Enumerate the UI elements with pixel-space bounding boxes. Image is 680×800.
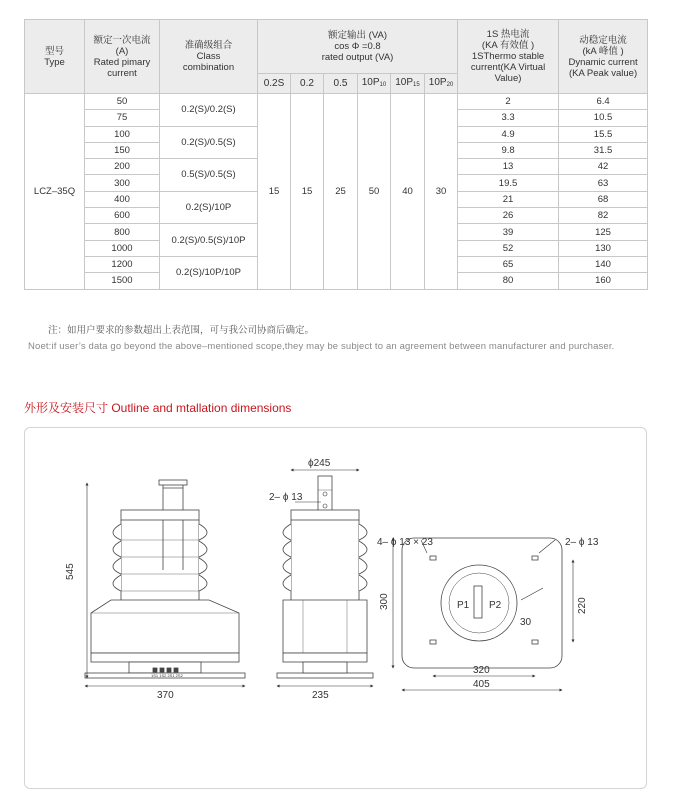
base-outer-width-label: 405 bbox=[473, 679, 490, 690]
spec-table bbox=[24, 19, 648, 290]
subheader-10p20: $10P_{20}$ bbox=[425, 74, 458, 94]
dynamic-cell: 68 bbox=[559, 191, 648, 207]
base-view bbox=[402, 538, 562, 668]
base-inner-width-label: 320 bbox=[473, 665, 490, 676]
thermo-cell: 21 bbox=[458, 191, 559, 207]
dimension-drawing bbox=[24, 427, 647, 789]
class-cell: 0.2(S)/10P/10P bbox=[160, 256, 258, 289]
thermo-cell: 80 bbox=[458, 273, 559, 289]
current-cell: 200 bbox=[85, 159, 160, 175]
output-cell: 25 bbox=[324, 94, 358, 290]
thermo-cell: 13 bbox=[458, 159, 559, 175]
front-width-label: 370 bbox=[157, 690, 174, 701]
terminal-labels: 1S1 1S2 2S1 2S2 bbox=[151, 673, 183, 678]
p1-label: P1 bbox=[457, 600, 470, 611]
dynamic-cell: 160 bbox=[559, 273, 648, 289]
side-view bbox=[277, 476, 373, 678]
thermo-cell: 4.9 bbox=[458, 126, 559, 142]
dynamic-cell: 10.5 bbox=[559, 110, 648, 126]
current-cell: 75 bbox=[85, 110, 160, 126]
current-cell: 150 bbox=[85, 142, 160, 158]
thermo-cell: 3.3 bbox=[458, 110, 559, 126]
thermo-cell: 39 bbox=[458, 224, 559, 240]
class-cell: 0.5(S)/0.5(S) bbox=[160, 159, 258, 192]
dynamic-cell: 6.4 bbox=[559, 94, 648, 110]
header-type: 型号 Type bbox=[25, 20, 85, 94]
subheader-0-2s: 0.2S bbox=[258, 74, 291, 94]
header-dynamic-current: 动稳定电流 (kA 峰值 ) Dynamic current (KA Peak value) bbox=[559, 20, 648, 94]
side-holes-label: 2– ϕ 13 bbox=[269, 492, 303, 503]
dynamic-cell: 31.5 bbox=[559, 142, 648, 158]
base-holes-label: 4– ϕ 13 × 23 bbox=[377, 537, 433, 548]
header-class-combination: 准确级组合 Class combination bbox=[160, 20, 258, 94]
output-cell: 40 bbox=[391, 94, 425, 290]
slot-label: 30 bbox=[520, 617, 532, 628]
dynamic-cell: 42 bbox=[559, 159, 648, 175]
output-cell: 30 bbox=[425, 94, 458, 290]
class-cell: 0.2(S)/0.5(S) bbox=[160, 126, 258, 159]
subheader-10p10: $10P_{10}$ bbox=[358, 74, 391, 94]
output-cell: 15 bbox=[258, 94, 291, 290]
subheader-0-5: 0.5 bbox=[324, 74, 358, 94]
thermo-cell: 52 bbox=[458, 240, 559, 256]
current-cell: 1500 bbox=[85, 273, 160, 289]
current-cell: 400 bbox=[85, 191, 160, 207]
base-holes-right-label: 2– ϕ 13 bbox=[565, 537, 599, 548]
header-thermo-current: 1S 热电流 (KA 有效值 ) 1SThermo stable current(KA Virtual Value) bbox=[458, 20, 559, 94]
dynamic-cell: 15.5 bbox=[559, 126, 648, 142]
header-rated-current: 额定一次电流 (A) Rated pimary current bbox=[85, 20, 160, 94]
dynamic-cell: 82 bbox=[559, 208, 648, 224]
current-cell: 300 bbox=[85, 175, 160, 191]
front-view bbox=[85, 480, 245, 678]
side-width-label: 235 bbox=[312, 690, 329, 701]
current-cell: 1000 bbox=[85, 240, 160, 256]
current-cell: 600 bbox=[85, 208, 160, 224]
thermo-cell: 26 bbox=[458, 208, 559, 224]
class-cell: 0.2(S)/0.2(S) bbox=[160, 94, 258, 127]
subheader-0-2: 0.2 bbox=[291, 74, 324, 94]
drawing-svg bbox=[25, 428, 648, 790]
thermo-cell: 9.8 bbox=[458, 142, 559, 158]
subheader-10p15: $10P_{15}$ bbox=[391, 74, 425, 94]
base-height-label: 300 bbox=[379, 593, 390, 610]
current-cell: 800 bbox=[85, 224, 160, 240]
note-chinese: 注：如用户要求的参数超出上表范围，可与我公司协商后确定。 bbox=[48, 325, 315, 336]
header-rated-output: 额定输出 (VA) cos Φ =0.8 rated output (VA) bbox=[258, 20, 458, 74]
p2-label: P2 bbox=[489, 600, 502, 611]
dynamic-cell: 63 bbox=[559, 175, 648, 191]
dynamic-cell: 125 bbox=[559, 224, 648, 240]
note-english: Noet:if user’s data go beyond the above–mentioned scope,they may be subject to an agreement between manufacturer and purchaser. bbox=[28, 341, 615, 352]
side-diameter-label: ϕ245 bbox=[308, 458, 331, 469]
dynamic-cell: 130 bbox=[559, 240, 648, 256]
class-cell: 0.2(S)/0.5(S)/10P bbox=[160, 224, 258, 257]
output-cell: 50 bbox=[358, 94, 391, 290]
current-cell: 100 bbox=[85, 126, 160, 142]
front-height-label: 545 bbox=[65, 563, 76, 580]
dynamic-cell: 140 bbox=[559, 256, 648, 272]
thermo-cell: 2 bbox=[458, 94, 559, 110]
base-right-height-label: 220 bbox=[577, 597, 588, 614]
table-row bbox=[25, 94, 648, 110]
thermo-cell: 19.5 bbox=[458, 175, 559, 191]
current-cell: 50 bbox=[85, 94, 160, 110]
section-title: 外形及安装尺寸 Outline and mtallation dimensions bbox=[24, 401, 292, 415]
current-cell: 1200 bbox=[85, 256, 160, 272]
output-cell: 15 bbox=[291, 94, 324, 290]
thermo-cell: 65 bbox=[458, 256, 559, 272]
class-cell: 0.2(S)/10P bbox=[160, 191, 258, 224]
type-cell: LCZ–35Q bbox=[25, 94, 85, 290]
